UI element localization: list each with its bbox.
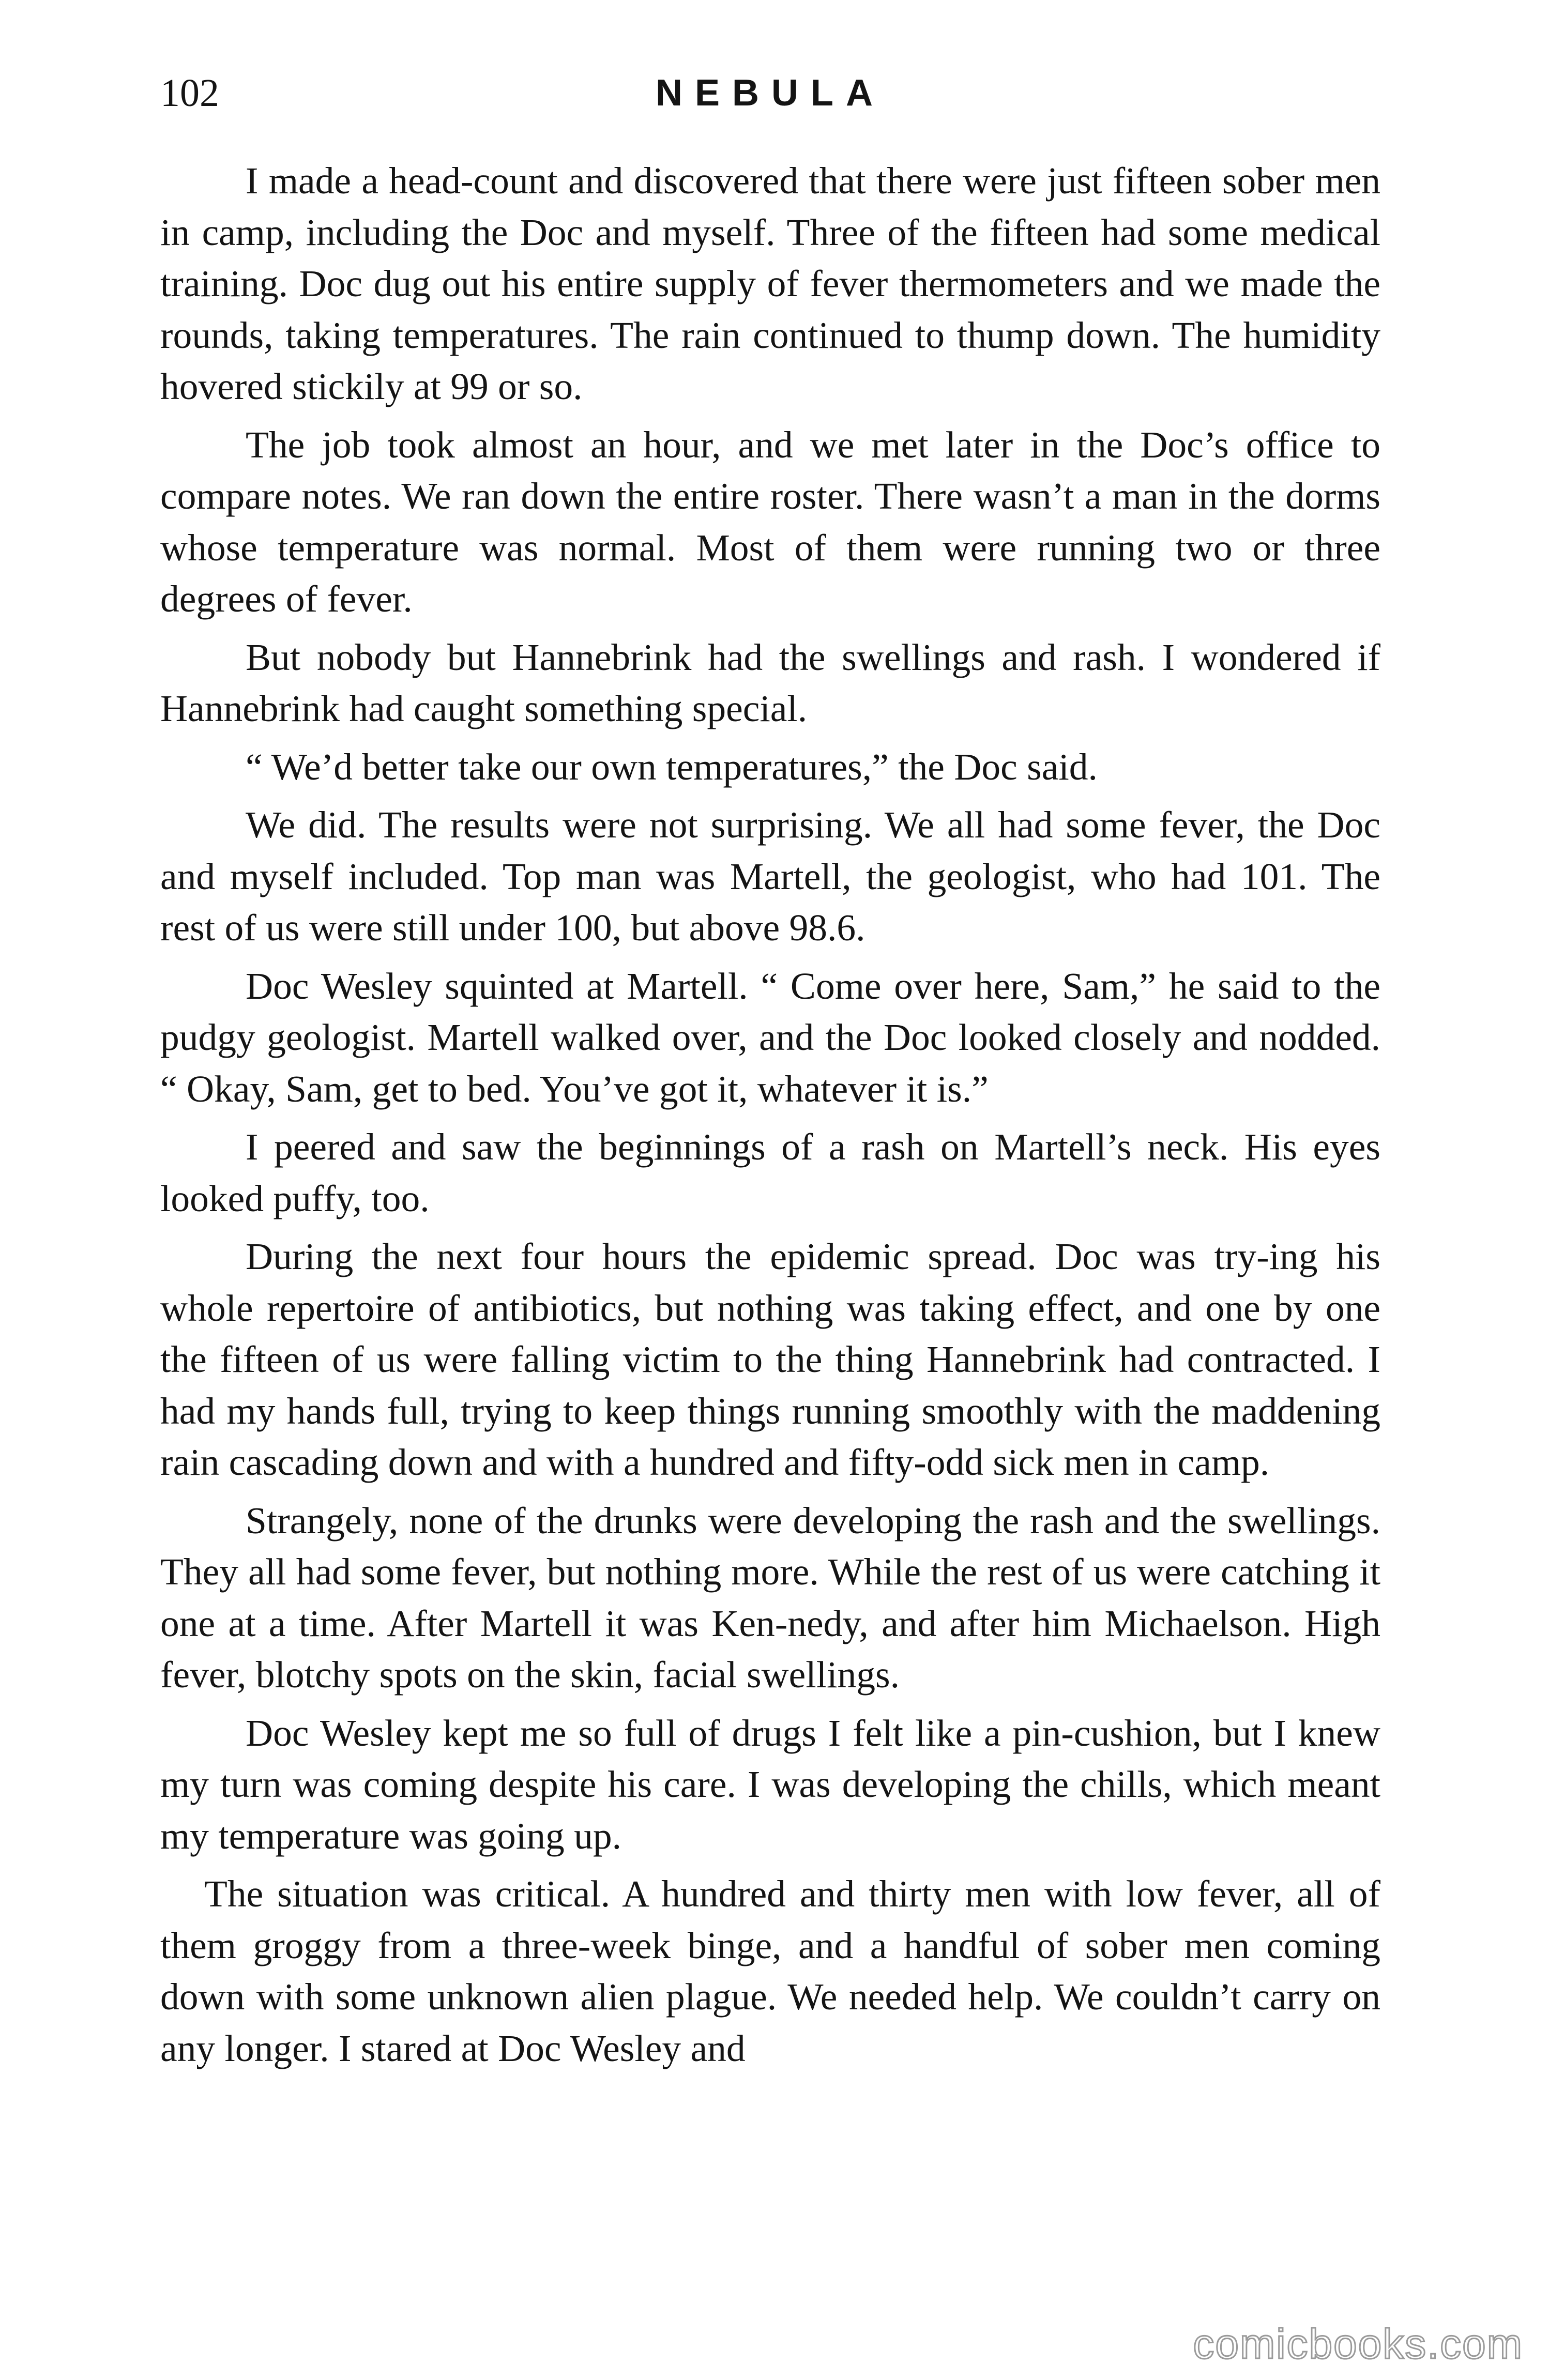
body-text xyxy=(160,155,1380,2081)
paragraph: I made a head-count and discovered that there were just fifteen sober men in camp, including the Doc and myself. Three of the fifteen had some medical training. Doc dug out his entire supply of fever thermometers and we made the rounds, taking temperatures. The rain continued to thump down. The humidity hovered stickily at 99 or so. xyxy=(160,160,1380,407)
paragraph: I peered and saw the beginnings of a rash on Martell’s neck. His eyes looked puffy, too. xyxy=(160,1126,1380,1219)
paragraph: “ We’d better take our own temperatures,” the Doc said. xyxy=(246,745,1098,788)
paragraph: But nobody but Hannebrink had the swellings and rash. I wondered if Hannebrink had caught something special. xyxy=(160,636,1380,729)
running-head xyxy=(160,65,1380,121)
paragraph: The job took almost an hour, and we met later in the Doc’s office to compare notes. We ran down the entire roster. There wasn’t a man in the dorms whose temperature was normal. Most of them were running two or three degrees of fever. xyxy=(160,423,1380,620)
watermark: comicbooks.com xyxy=(1193,2321,1523,2368)
paragraph: We did. The results were not surprising. We all had some fever, the Doc and myself included. Top man was Martell, the geologist, who had 101. The rest of us were still under 100, but above 98.6. xyxy=(160,804,1380,949)
paragraph: Strangely, none of the drunks were developing the rash and the swellings. They all had some fever, but nothing more. While the rest of us were catching it one at a time. After Martell it was Ken-nedy, and after him Michaelson. High fever, blotchy spots on the skin, facial swellings. xyxy=(160,1499,1380,1696)
page-number: 102 xyxy=(160,71,219,115)
journal-title: NEBULA xyxy=(656,72,885,114)
paragraph: During the next four hours the epidemic spread. Doc was try-ing his whole repertoire of antibiotics, but nothing was taking effect, and one by one the fifteen of us were falling victim to the thing Hannebrink had contracted. I had my hands full, trying to keep things running smoothly with the maddening rain cascading down and with a hundred and fifty-odd sick men in camp. xyxy=(160,1235,1380,1483)
paragraph: The situation was critical. A hundred and thirty men with low fever, all of them groggy from a three-week binge, and a handful of sober men coming down with some unknown alien plague. We needed help. We couldn’t carry on any longer. I stared at Doc Wesley and xyxy=(160,1873,1380,2069)
paragraph: Doc Wesley kept me so full of drugs I felt like a pin-cushion, but I knew my turn was coming despite his care. I was developing the chills, which meant my temperature was going up. xyxy=(160,1712,1380,1857)
paragraph: Doc Wesley squinted at Martell. “ Come over here, Sam,” he said to the pudgy geologist. Martell walked over, and the Doc looked closely and nodded. “ Okay, Sam, get to bed. You’ve got it, whatever it is.” xyxy=(160,965,1380,1110)
